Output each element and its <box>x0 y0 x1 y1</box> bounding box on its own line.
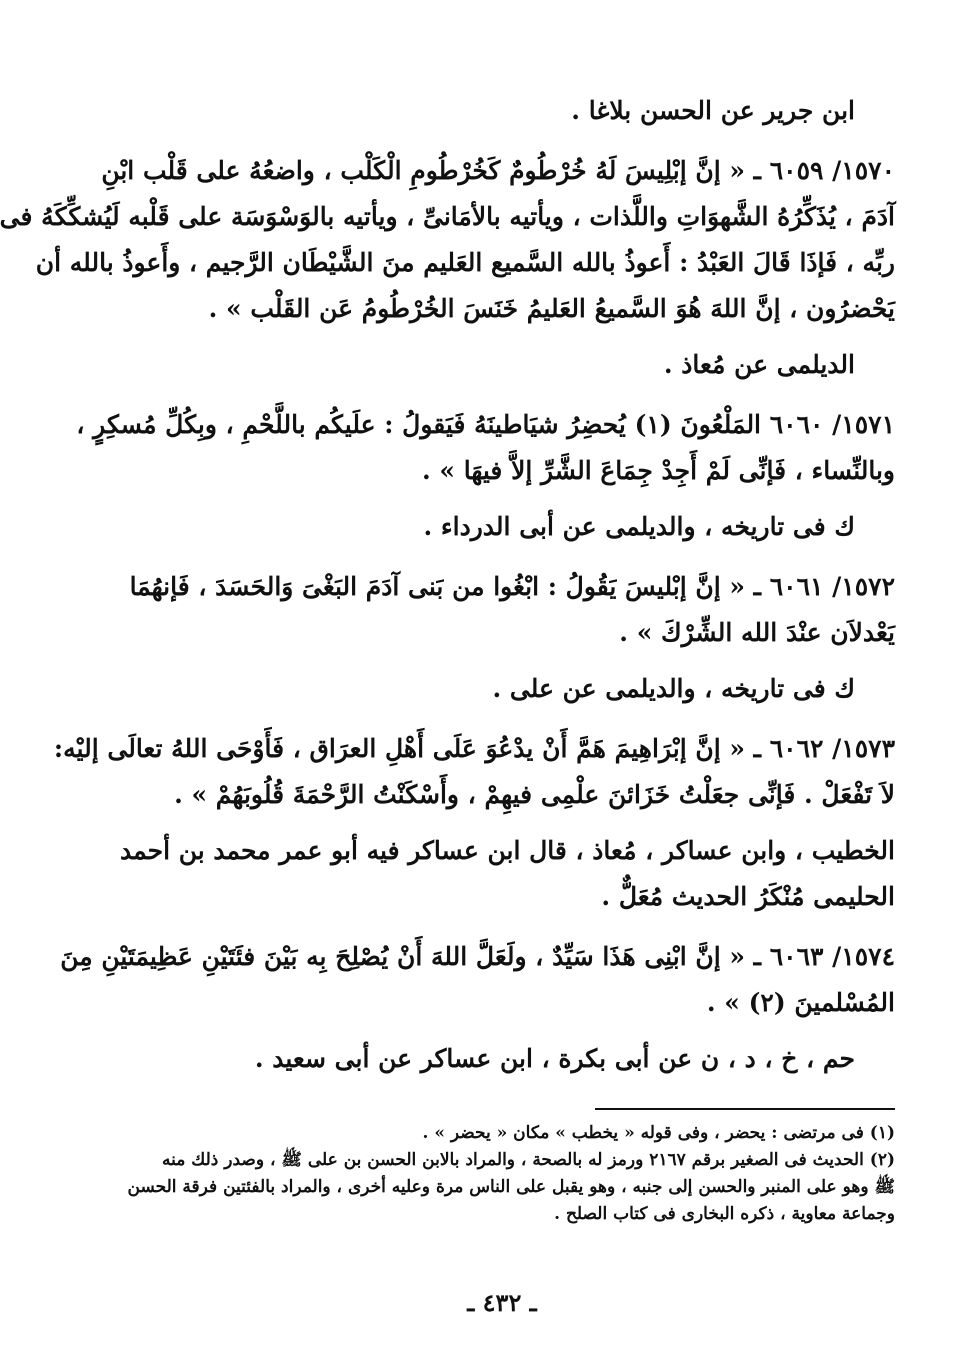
page-number: ـ ٤٣٢ ـ <box>467 1288 537 1317</box>
footnote-divider <box>595 1108 895 1110</box>
hadith-line: يَحْضرُون ، إنَّ اللهَ هُوَ السَّميعُ العَليمُ خَنَسَ الخُرْطُومُ عَن القَلْب » . <box>208 294 895 323</box>
footnote-2: (٢) الحديث فى الصغير برقم ٢١٦٧ ورمز له بالصحة ، والمراد بالابن الحسن بن على ﷺ ، وصدر ذلك منه <box>162 1150 895 1170</box>
hadith-1574 <box>60 934 895 1026</box>
source-line: حم ، خ ، د ، ن عن أبى بكرة ، ابن عساكر عن أبى سعيد . <box>254 1044 855 1073</box>
hadith-line: لاَ تَفْعَلْ . فَإنِّى جعَلْتُ خَزَائنَ علْمِى فيهِمْ ، وأَسْكَنْتُ الرَّحْمَةَ قُلُوبَهُمْ » . <box>174 780 895 809</box>
source-citation <box>109 504 895 550</box>
source-line: ك فى تاريخه ، والديلمى عن على . <box>492 674 855 703</box>
footnote-1: (١) فى مرتضى : يحضر ، وفى قوله « يخطب » مكان « يحضر » . <box>422 1123 895 1143</box>
footnote-2-line: وجماعة معاوية ، ذكره البخارى فى كتاب الصلح . <box>554 1204 895 1224</box>
source-line: ابن جرير عن الحسن بلاغا . <box>571 96 855 125</box>
hadith-1573 <box>53 726 895 818</box>
hadith-line: ١٥٧٢/ ٦٠٦١ ـ « إنَّ إبْليسَ يَقُولُ : ابْغُوا من بَنى آدَمَ البَغْىَ وَالحَسَدَ ، فَإنهُمَا <box>129 572 895 601</box>
hadith-line: آدَمَ ، يُذَكِّرُهُ الشَّهوَاتِ واللَّذات ، ويأتيه بالأمَانىِّ ، ويأتيه بالوَسْوَسَة على قَلْبه لَيُشكِّكَهُ فى <box>0 202 895 231</box>
hadith-line: يَعْدلاَن عنْدَ الله الشِّرْكَ » . <box>619 618 895 647</box>
page-body <box>0 78 895 1082</box>
hadith-line: ١٥٧٣/ ٦٠٦٢ ـ « إنَّ إبْرَاهِيمَ هَمَّ أَنْ يدْعُوَ عَلَى أَهْلِ العرَاق ، فَأَوْحَى اللهُ تعالَى إليْه: <box>53 734 895 763</box>
source-line: الحليمى مُنْكَرُ الحديث مُعَلٌّ . <box>601 882 895 911</box>
source-citation <box>109 1036 895 1082</box>
hadith-line: ١٥٧١/ ٦٠٦٠ المَلْعُونَ (١) يُحضِرُ شيَاطينَهُ فَيَقولُ : علَيكُم باللَّحْمِ ، وبِكُلِّ مُسكِرٍ ، <box>76 410 895 439</box>
source-line: ك فى تاريخه ، والديلمى عن أبى الدرداء . <box>423 512 855 541</box>
source-citation <box>109 88 895 134</box>
source-line: الخطيب ، وابن عساكر ، مُعاذ ، قال ابن عساكر فيه أبو عمر محمد بن أحمد <box>120 836 895 865</box>
hadith-line: ١٥٧٠/ ٦٠٥٩ ـ « إنَّ إبْلِيسَ لَهُ خُرْطُومٌ كَخُرْطُومِ الْكَلْب ، واضعُهُ على قَلْب ابْنِ <box>101 156 895 185</box>
hadith-line: ربِّه ، فَإذَا قَالَ العَبْدُ : أَعوذُ بالله السَّميع العَليم منَ الشَّيْطَان الرَّجيم ، وأَعوذُ بالله أن <box>35 248 895 277</box>
source-citation <box>109 828 895 920</box>
footnotes <box>109 1108 895 1228</box>
footnote-2-line: ﷺ وهو على المنبر والحسن إلى جنبه ، وهو يقبل على الناس مرة وعليه أخرى ، والمراد بالفئتين فرقة الحسن <box>127 1177 895 1197</box>
hadith-line: المُسْلمينَ (٢) » . <box>706 988 895 1017</box>
source-citation <box>109 666 895 712</box>
hadith-line: ١٥٧٤/ ٦٠٦٣ ـ « إنَّ ابْنِى هَذَا سَيِّدٌ ، ولَعَلَّ اللهَ أَنْ يُصْلِحَ بِه بَيْنَ فئَتَيْنِ عَظِيمَتَيْنِ مِنَ <box>60 942 895 971</box>
source-line: الديلمى عن مُعاذ . <box>663 350 855 379</box>
hadith-line: وبالنِّساء ، فَإنِّى لَمْ أَجِدْ جِمَاعَ الشَّرِّ إلاَّ فيهَا » . <box>422 456 895 485</box>
hadith-1571 <box>76 402 895 494</box>
source-citation <box>109 342 895 388</box>
hadith-1572 <box>109 564 895 656</box>
hadith-1570 <box>0 148 895 332</box>
